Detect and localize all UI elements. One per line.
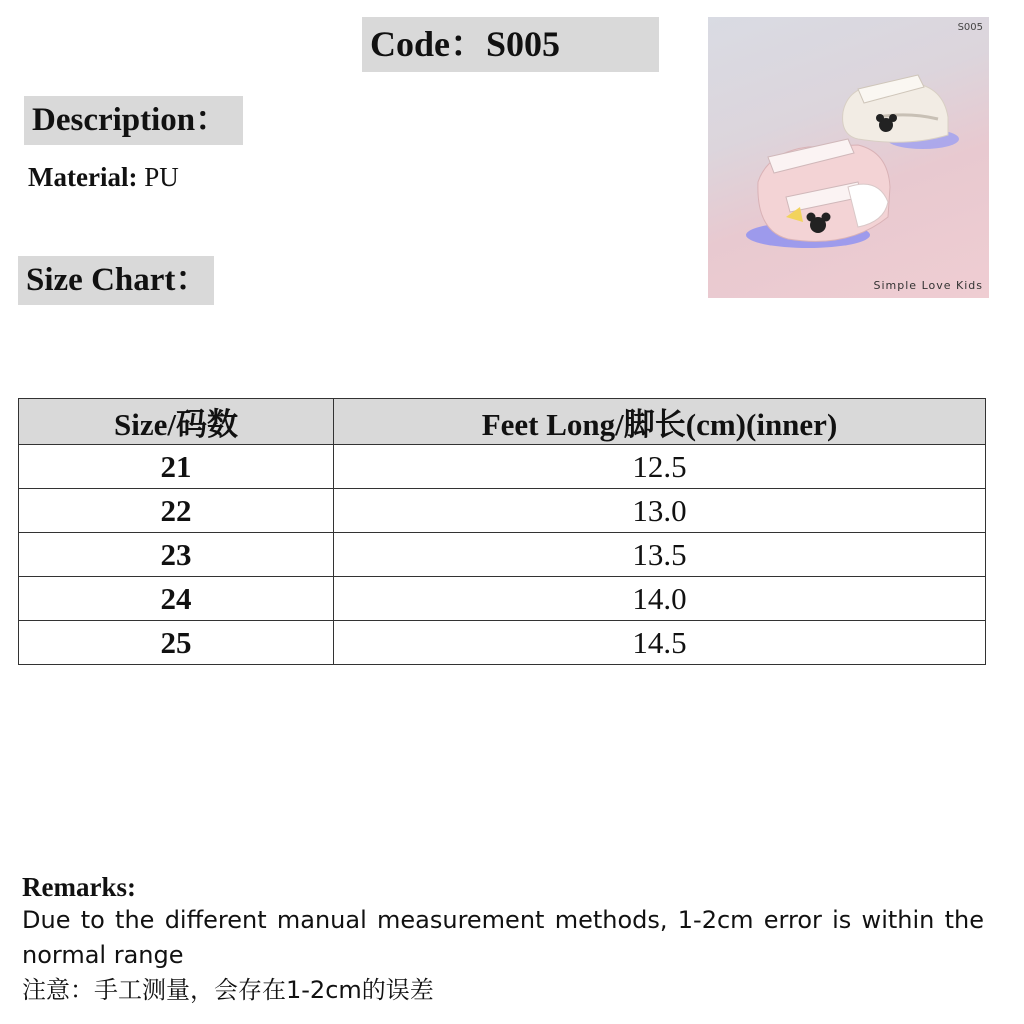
feet-length-cell: 14.5	[334, 621, 986, 665]
photo-code-tag: S005	[957, 22, 983, 33]
table-row	[19, 445, 986, 489]
table-row	[19, 533, 986, 577]
remarks-section	[22, 871, 984, 1008]
size-chart-heading: Size Chart：	[18, 256, 214, 305]
size-chart-table	[18, 398, 986, 665]
size-cell: 22	[19, 489, 334, 533]
feet-length-cell: 13.0	[334, 489, 986, 533]
remarks-chinese-text: 注意：手工测量，会存在1-2cm的误差	[22, 976, 434, 1004]
table-row	[19, 489, 986, 533]
table-row	[19, 621, 986, 665]
table-row	[19, 577, 986, 621]
column-header-size: Size/码数	[19, 399, 334, 445]
table-header-row	[19, 399, 986, 445]
product-code-label: Code：S005	[362, 17, 659, 72]
material-line	[28, 162, 179, 193]
size-cell: 23	[19, 533, 334, 577]
feet-length-cell: 13.5	[334, 533, 986, 577]
photo-brand-watermark: Simple Love Kids	[873, 279, 983, 292]
product-photo	[708, 17, 989, 298]
remarks-title: Remarks:	[22, 872, 136, 902]
feet-length-cell: 12.5	[334, 445, 986, 489]
description-heading: Description：	[24, 96, 243, 145]
size-cell: 25	[19, 621, 334, 665]
size-cell: 24	[19, 577, 334, 621]
remarks-english-text: Due to the different manual measurement methods, 1-2cm error is within the normal range	[22, 906, 984, 969]
feet-length-cell: 14.0	[334, 577, 986, 621]
size-cell: 21	[19, 445, 334, 489]
column-header-feet-long: Feet Long/脚长(cm)(inner)	[334, 399, 986, 445]
material-label: Material:	[28, 162, 138, 192]
sandals-photo-icon	[708, 17, 989, 298]
material-value: PU	[144, 162, 179, 192]
